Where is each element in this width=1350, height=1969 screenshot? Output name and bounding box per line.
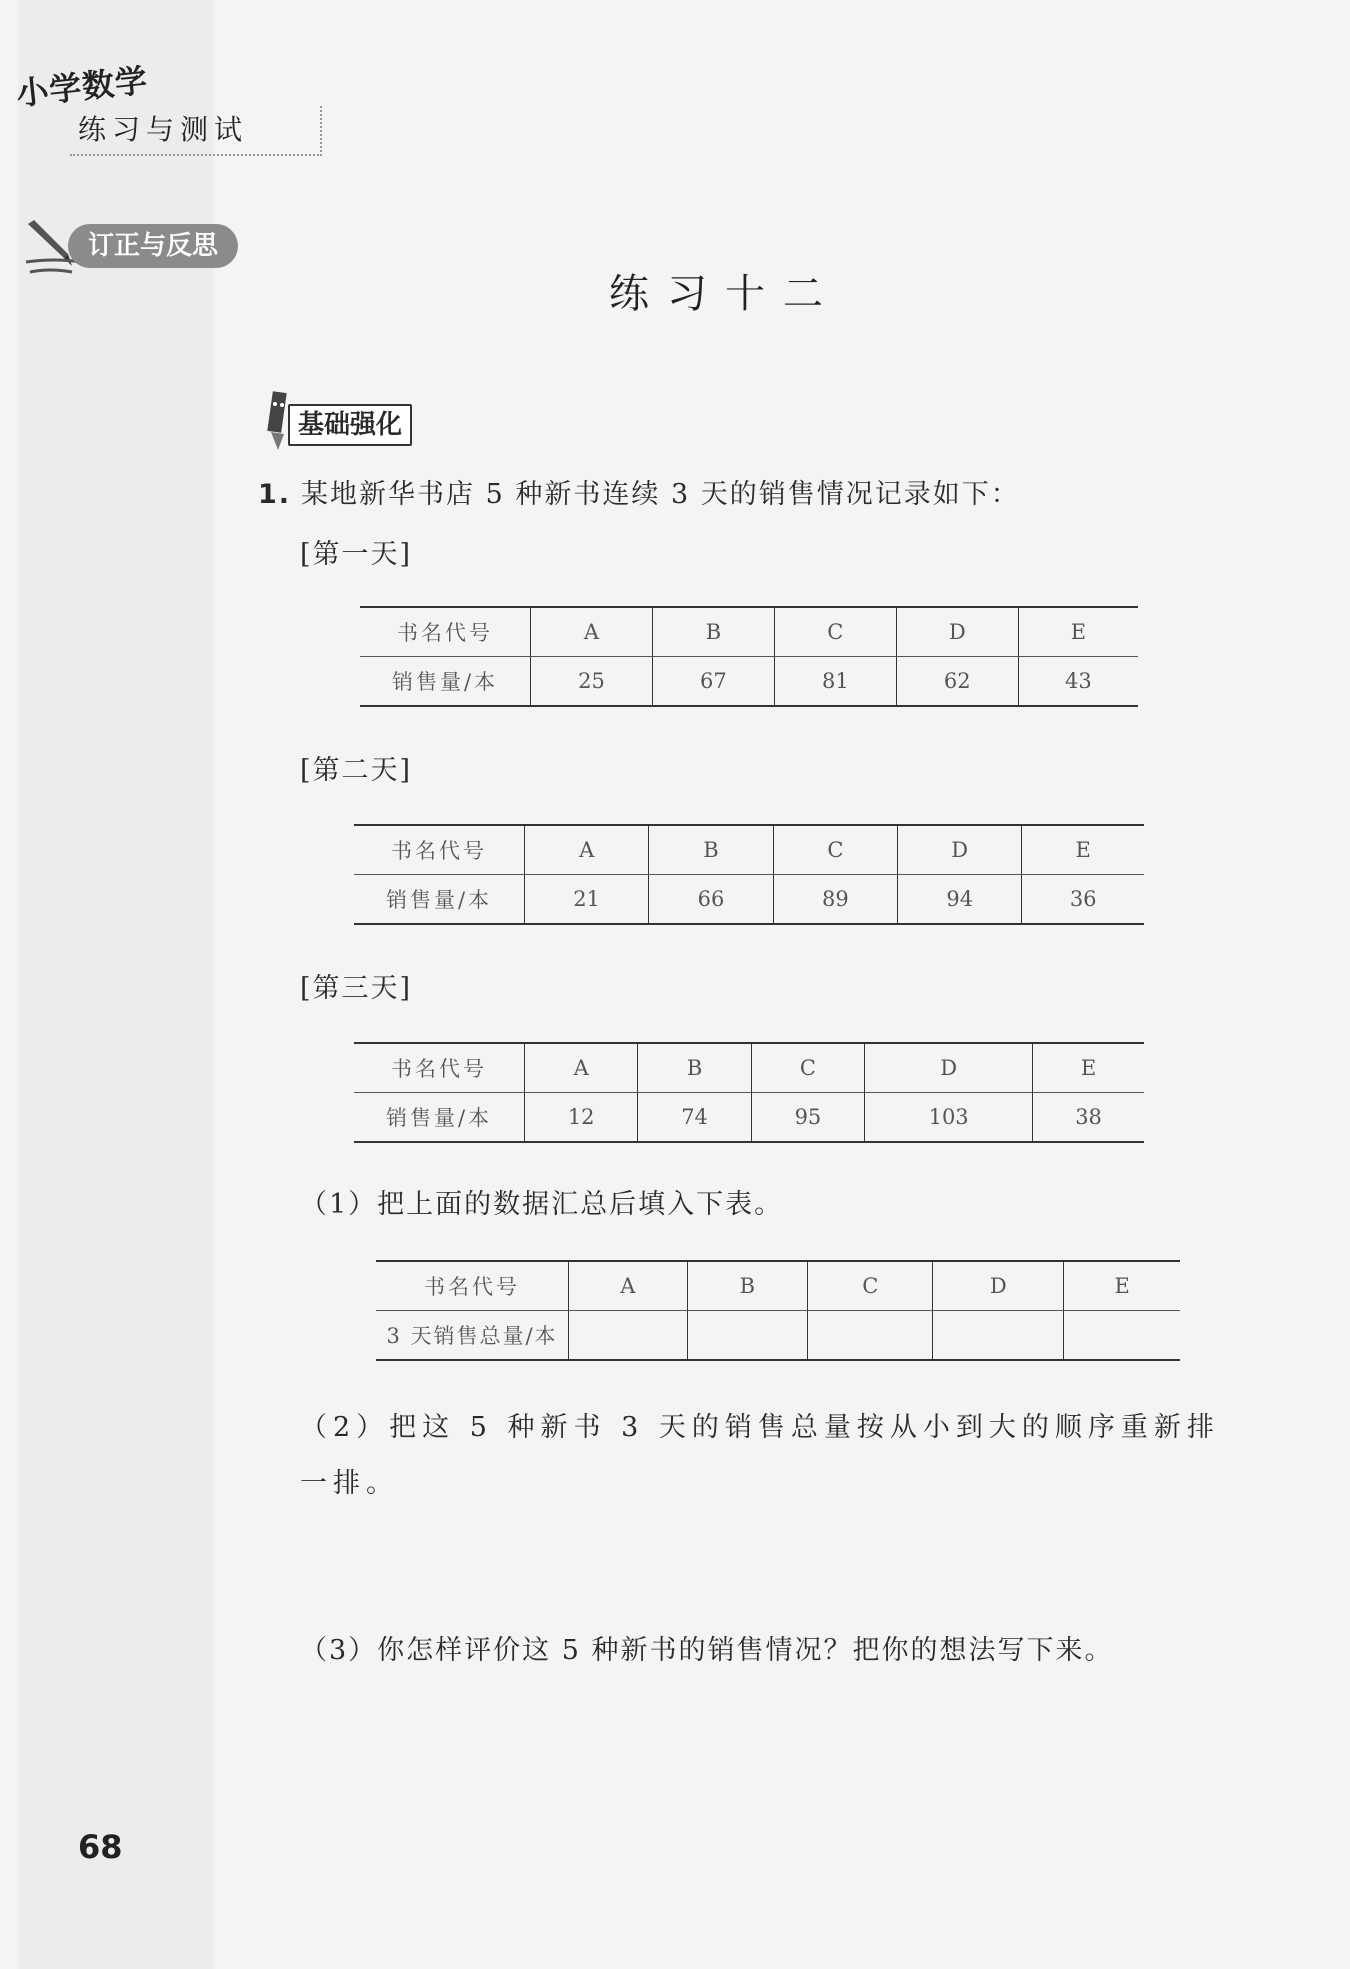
day-label: [第三天] bbox=[300, 973, 413, 1004]
section-label: 基础强化 bbox=[288, 404, 412, 446]
value-cell: 43 bbox=[1018, 657, 1138, 707]
code-cell: E bbox=[1022, 825, 1144, 875]
code-cell: B bbox=[652, 607, 774, 657]
header-label-cell: 书名代号 bbox=[376, 1261, 569, 1311]
code-cell: E bbox=[1033, 1043, 1144, 1093]
code-cell: C bbox=[774, 607, 896, 657]
code-cell: A bbox=[525, 825, 649, 875]
question-stem bbox=[258, 472, 1020, 511]
value-cell: 38 bbox=[1033, 1093, 1144, 1143]
day-2-table bbox=[354, 824, 1144, 925]
question-number: 1. bbox=[258, 479, 292, 510]
answer-cell[interactable] bbox=[808, 1311, 933, 1361]
value-cell: 66 bbox=[649, 875, 773, 925]
question-text: 某地新华书店 5 种新书连续 3 天的销售情况记录如下： bbox=[301, 479, 1020, 510]
value-cell: 12 bbox=[525, 1093, 638, 1143]
code-cell: A bbox=[531, 607, 653, 657]
sub-question-3: （3）你怎样评价这 5 种新书的销售情况？把你的想法写下来。 bbox=[300, 1635, 1114, 1666]
code-cell: C bbox=[773, 825, 897, 875]
value-cell: 21 bbox=[525, 875, 649, 925]
value-cell: 36 bbox=[1022, 875, 1144, 925]
sub-question-1: （1）把上面的数据汇总后填入下表。 bbox=[300, 1189, 784, 1220]
answer-cell[interactable] bbox=[569, 1311, 688, 1361]
row-label-cell: 销售量/本 bbox=[354, 875, 525, 925]
code-cell: B bbox=[649, 825, 773, 875]
code-cell: C bbox=[808, 1261, 933, 1311]
day-label: [第一天] bbox=[300, 539, 413, 570]
value-cell: 89 bbox=[773, 875, 897, 925]
value-cell: 25 bbox=[531, 657, 653, 707]
row-label-cell: 销售量/本 bbox=[360, 657, 531, 707]
brand-subtitle-box bbox=[70, 106, 322, 156]
day-3-table bbox=[354, 1042, 1144, 1143]
answer-cell[interactable] bbox=[687, 1311, 808, 1361]
code-cell: A bbox=[525, 1043, 638, 1093]
summary-table bbox=[376, 1260, 1180, 1361]
value-cell: 62 bbox=[896, 657, 1018, 707]
day-label: [第二天] bbox=[300, 755, 413, 786]
row-label-cell: 3 天销售总量/本 bbox=[376, 1311, 569, 1361]
page-number: 68 bbox=[78, 1828, 123, 1866]
value-cell: 74 bbox=[638, 1093, 751, 1143]
value-cell: 103 bbox=[865, 1093, 1033, 1143]
code-cell: D bbox=[865, 1043, 1033, 1093]
value-cell: 67 bbox=[652, 657, 774, 707]
code-cell: D bbox=[898, 825, 1022, 875]
reflection-label: 订正与反思 bbox=[68, 224, 238, 268]
code-cell: E bbox=[1064, 1261, 1180, 1311]
value-cell: 81 bbox=[774, 657, 896, 707]
exercise-title: 练习十二 bbox=[609, 271, 841, 317]
code-cell: B bbox=[638, 1043, 751, 1093]
header-label-cell: 书名代号 bbox=[360, 607, 531, 657]
day-1-table bbox=[360, 606, 1138, 707]
code-cell: D bbox=[896, 607, 1018, 657]
code-cell: B bbox=[687, 1261, 808, 1311]
sub-question-2: （2）把这 5 种新书 3 天的销售总量按从小到大的顺序重新排一排。 bbox=[300, 1412, 1220, 1499]
brand-subtitle: 练习与测试 bbox=[78, 113, 249, 146]
code-cell: A bbox=[569, 1261, 688, 1311]
answer-cell[interactable] bbox=[933, 1311, 1064, 1361]
value-cell: 94 bbox=[898, 875, 1022, 925]
value-cell: 95 bbox=[751, 1093, 864, 1143]
answer-cell[interactable] bbox=[1064, 1311, 1180, 1361]
code-cell: E bbox=[1018, 607, 1138, 657]
code-cell: D bbox=[933, 1261, 1064, 1311]
brand-title: 小学数学 bbox=[14, 61, 150, 113]
header-label-cell: 书名代号 bbox=[354, 825, 525, 875]
header-label-cell: 书名代号 bbox=[354, 1043, 525, 1093]
row-label-cell: 销售量/本 bbox=[354, 1093, 525, 1143]
code-cell: C bbox=[751, 1043, 864, 1093]
